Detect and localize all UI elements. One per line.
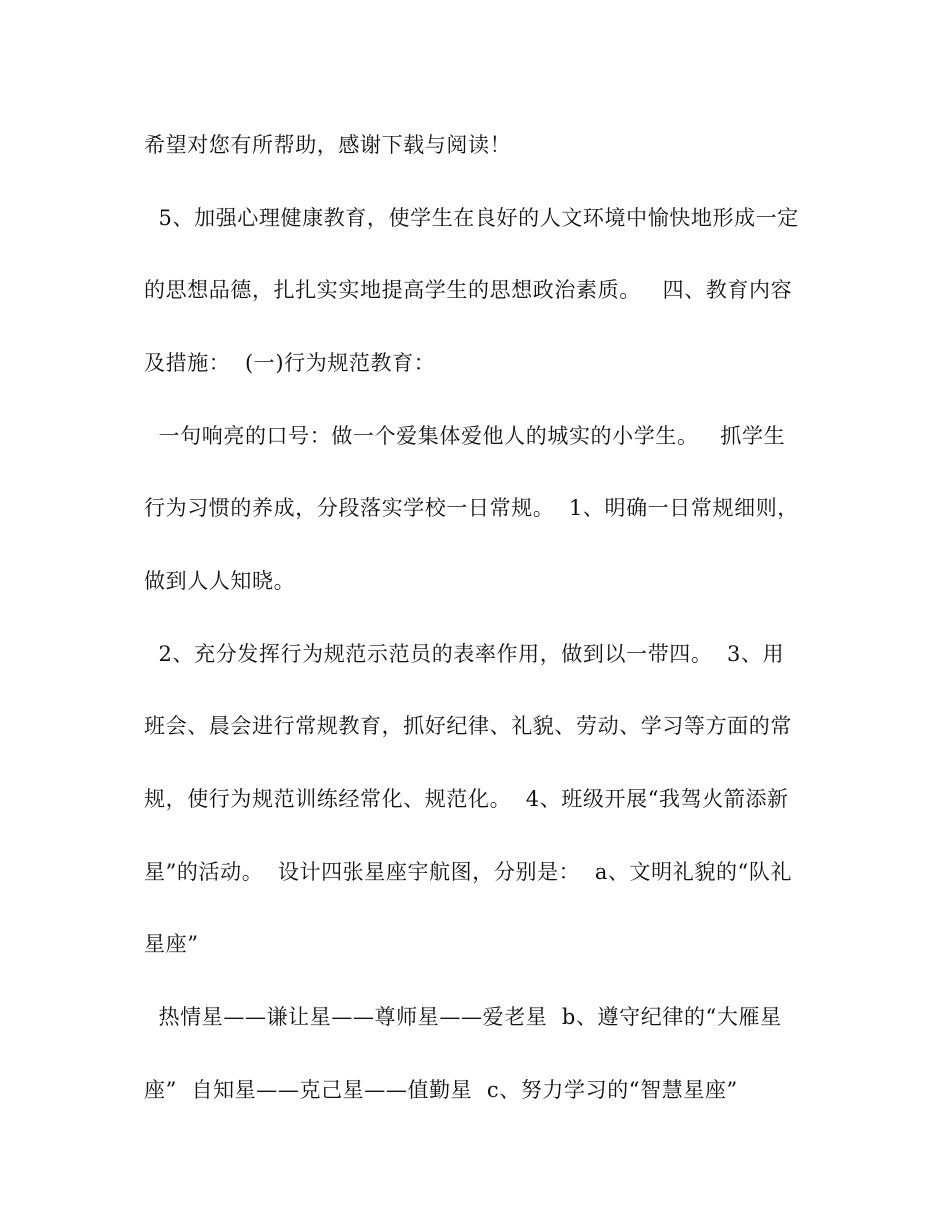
text-line: 5、加强心理健康教育，使学生在良好的人文环境中愉快地形成一定 [144, 206, 799, 230]
text-line: 热情星——谦让星——尊师星——爱老星 b、遵守纪律的“大雁星 [144, 1005, 782, 1029]
text-line: 座” 自知星——克己星——值勤星 c、努力学习的“智慧星座” [144, 1078, 738, 1102]
text-line: 希望对您有所帮助，感谢下载与阅读！ [144, 133, 512, 157]
text-line: 及措施： (一)行为规范教育： [144, 351, 436, 375]
text-line: 规，使行为规范训练经常化、规范化。 4、班级开展“我驾火箭添新 [144, 787, 789, 811]
text-line: 星座” [144, 932, 199, 956]
text-line: 行为习惯的养成，分段落实学校一日常规。 1、明确一日常规细则， [144, 496, 799, 520]
text-line: 2、充分发挥行为规范示范员的表率作用，做到以一带四。 3、用 [144, 642, 785, 666]
text-line: 星”的活动。 设计四张星座宇航图，分别是： a、文明礼貌的“队礼 [144, 860, 793, 884]
text-line: 班会、晨会进行常规教育，抓好纪律、礼貌、劳动、学习等方面的常 [144, 714, 792, 738]
text-line: 做到人人知晓。 [144, 569, 296, 593]
text-line: 的思想品德，扎扎实实地提高学生的思想政治素质。 四、教育内容 [144, 278, 793, 302]
text-line: 一句响亮的口号：做一个爱集体爱他人的城实的小学生。 抓学生 [144, 424, 786, 448]
